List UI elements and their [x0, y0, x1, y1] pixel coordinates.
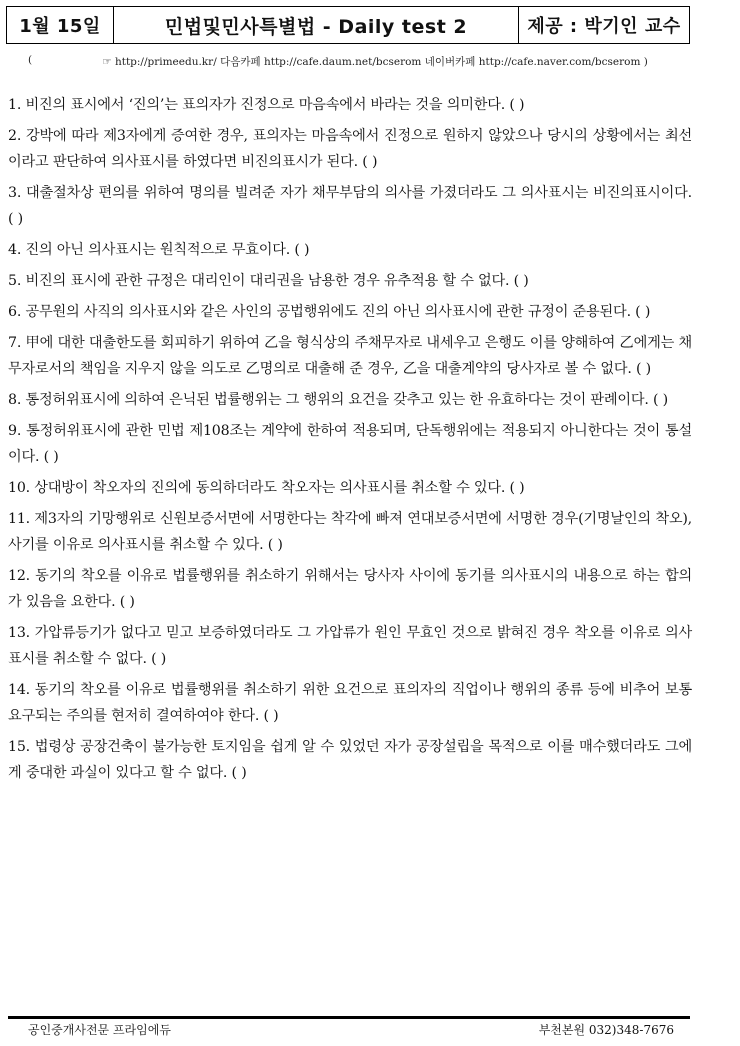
question-list	[8, 92, 692, 791]
question-item: 8. 통정허위표시에 의하여 은닉된 법률행위는 그 행위의 요건을 갖추고 있는 한 유효하다는 것이 판례이다. ( )	[8, 392, 668, 408]
question-item: 15. 법령상 공장건축이 불가능한 토지임을 쉽게 알 수 있었던 자가 공장설립을 목적으로 이를 매수했더라도 그에게 중대한 과실이 있다고 할 수 없다. ( )	[8, 739, 692, 781]
footer-left: 공인중개사전문 프라임에듀	[28, 1023, 171, 1037]
header-provider: 제공 : 박기인 교수	[527, 16, 681, 37]
question-item: 9. 통정허위표시에 관한 민법 제108조는 계약에 한하여 적용되며, 단독행위에는 적용되지 아니한다는 것이 통설이다. ( )	[8, 423, 692, 465]
links-text[interactable]: ☞ http://primeedu.kr/ 다음카페 http://cafe.daum.net/bcserom 네이버카페 http://cafe.naver.com/bcserom )	[102, 56, 648, 68]
question-item: 12. 동기의 착오를 이유로 법률행위를 취소하기 위해서는 당사자 사이에 동기를 의사표시의 내용으로 하는 합의가 있음을 요한다. ( )	[8, 568, 692, 610]
footer-divider	[8, 1016, 690, 1019]
question-item: 14. 동기의 착오를 이유로 법률행위를 취소하기 위한 요건으로 표의자의 직업이나 행위의 종류 등에 비추어 보통 요구되는 주의를 현저히 결여하여야 한다. ( )	[8, 682, 692, 724]
question-item: 6. 공무원의 사직의 의사표시와 같은 사인의 공법행위에도 진의 아닌 의사표시에 관한 규정이 준용된다. ( )	[8, 304, 651, 320]
question-item: 11. 제3자의 기망행위로 신원보증서면에 서명한다는 착각에 빠져 연대보증서면에 서명한 경우(기명날인의 착오), 사기를 이유로 의사표시를 취소할 수 있다. ( )	[8, 511, 692, 553]
links-open-paren: (	[28, 54, 33, 66]
question-item: 5. 비진의 표시에 관한 규정은 대리인이 대리권을 남용한 경우 유추적용 할 수 없다. ( )	[8, 273, 529, 289]
question-item: 4. 진의 아닌 의사표시는 원칙적으로 무효이다. ( )	[8, 242, 310, 258]
header-box	[6, 6, 690, 44]
question-item: 13. 가압류등기가 없다고 믿고 보증하였더라도 그 가압류가 원인 무효인 것으로 밝혀진 경우 착오를 이유로 의사표시를 취소할 수 없다. ( )	[8, 625, 692, 667]
question-item: 10. 상대방이 착오자의 진의에 동의하더라도 착오자는 의사표시를 취소할 수 있다. ( )	[8, 480, 525, 496]
footer-right: 부천본원 032)348-7676	[538, 1023, 674, 1037]
question-item: 7. 甲에 대한 대출한도를 회피하기 위하여 乙을 형식상의 주채무자로 내세우고 은행도 이를 양해하여 乙에게는 채무자로서의 책임을 지우지 않을 의도로 乙명의로 대출해 준 경우, 乙을 대출계약의 당사자로 볼 수 없다. ( )	[8, 335, 692, 377]
question-item: 3. 대출절차상 편의를 위하여 명의를 빌려준 자가 채무부담의 의사를 가졌더라도 그 의사표시는 비진의표시이다. ( )	[8, 185, 692, 227]
question-item: 1. 비진의 표시에서 ‘진의’는 표의자가 진정으로 마음속에서 바라는 것을 의미한다. ( )	[8, 97, 525, 113]
header-title: 민법및민사특별법 - Daily test 2	[114, 7, 519, 43]
header-date: 1월 15일	[7, 7, 114, 43]
footer	[28, 1021, 674, 1038]
question-item: 2. 강박에 따라 제3자에게 증여한 경우, 표의자는 마음속에서 진정으로 원하지 않았으나 당시의 상황에서는 최선이라고 판단하여 의사표시를 하였다면 비진의표시가 된다. ( )	[8, 128, 692, 170]
links-line	[28, 54, 678, 69]
